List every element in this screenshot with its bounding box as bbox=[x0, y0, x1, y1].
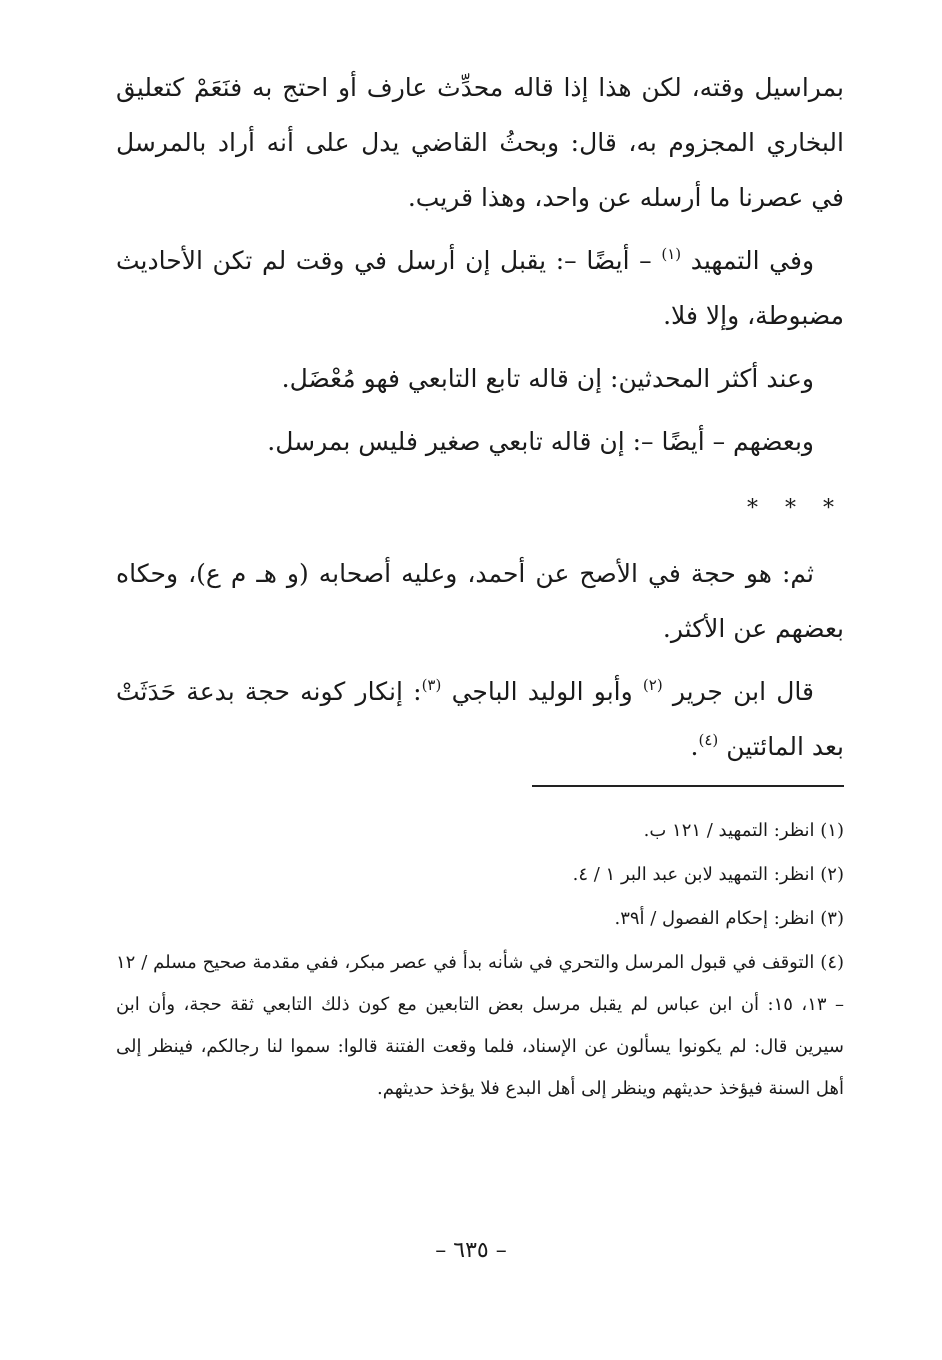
page-number: – ٦٣٥ – bbox=[435, 1238, 507, 1263]
footnotes bbox=[116, 810, 844, 1112]
paragraph-6-continuation: : إنكار كونه حجة بدعة حَدَثَتْ بعد المائتين bbox=[116, 677, 844, 761]
paragraph-2-end: – أيضًا –: يقبل إن أرسل في وقت لم تكن الأحاديث مضبوطة، وإلا فلا. bbox=[116, 246, 844, 330]
footnote-3: (٣) انظر: إحكام الفصول / أ٣٩. bbox=[614, 908, 844, 929]
paragraph-4: وبعضهم – أيضًا –: إن قاله تابعي صغير فليس بمرسل. bbox=[267, 427, 814, 456]
section-separator: * * * bbox=[747, 496, 844, 521]
footnote-4: (٤) التوقف في قبول المرسل والتحري في شأنه بدأ في عصر مبكر، ففي مقدمة صحيح مسلم / ١٢ – ١٣، ١٥: أن ابن عباس لم يقبل مرسل بعض التابعين مع كون ذلك التابعي ثقة حجة، وأن ابن سيرين قال: لم يكونوا يسألون عن الإسناد، فلما وقعت الفتنة قالوا: سموا لنا رجالكم، فينظر إلى أهل السنة فيؤخذ حديثهم وينظر إلى أهل البدع فلا يؤخذ حديثهم. bbox=[116, 952, 845, 1099]
paragraph-2-start: وفي التمهيد bbox=[690, 246, 815, 275]
paragraph-1: بمراسيل وقته، لكن هذا إذا قاله محدِّث عارف أو احتج به فنَعَمْ كتعليق البخاري المجزوم به، قال: وبحثُ القاضي يدل على أنه أراد بالمرسل في عصرنا ما أرسله عن واحد، وهذا قريب. bbox=[116, 73, 844, 212]
footnote-2: (٢) انظر: التمهيد لابن عبد البر ١ / ٤. bbox=[572, 864, 844, 885]
footnote-1: (١) انظر: التمهيد / ١٢١ ب. bbox=[643, 820, 844, 841]
paragraph-6-end: . bbox=[690, 732, 699, 761]
footnote-ref-3: (٣) bbox=[421, 676, 442, 694]
paragraph-6-start: قال ابن جرير bbox=[672, 677, 814, 706]
footnote-divider bbox=[532, 785, 844, 787]
main-text bbox=[116, 60, 844, 774]
paragraph-6-middle: وأبو الوليد الباجي bbox=[451, 677, 633, 706]
paragraph-2 bbox=[116, 233, 844, 343]
paragraph-5: ثم: هو حجة في الأصح عن أحمد، وعليه أصحابه (و هـ م ع)، وحكاه بعضهم عن الأكثر. bbox=[116, 559, 844, 643]
footnote-ref-2: (٢) bbox=[642, 676, 663, 694]
footnote-ref-1: (١) bbox=[661, 245, 682, 263]
footnote-ref-4: (٤) bbox=[698, 731, 719, 749]
paragraph-3: وعند أكثر المحدثين: إن قاله تابع التابعي فهو مُعْضَل. bbox=[281, 364, 814, 393]
paragraph-6 bbox=[116, 664, 844, 774]
